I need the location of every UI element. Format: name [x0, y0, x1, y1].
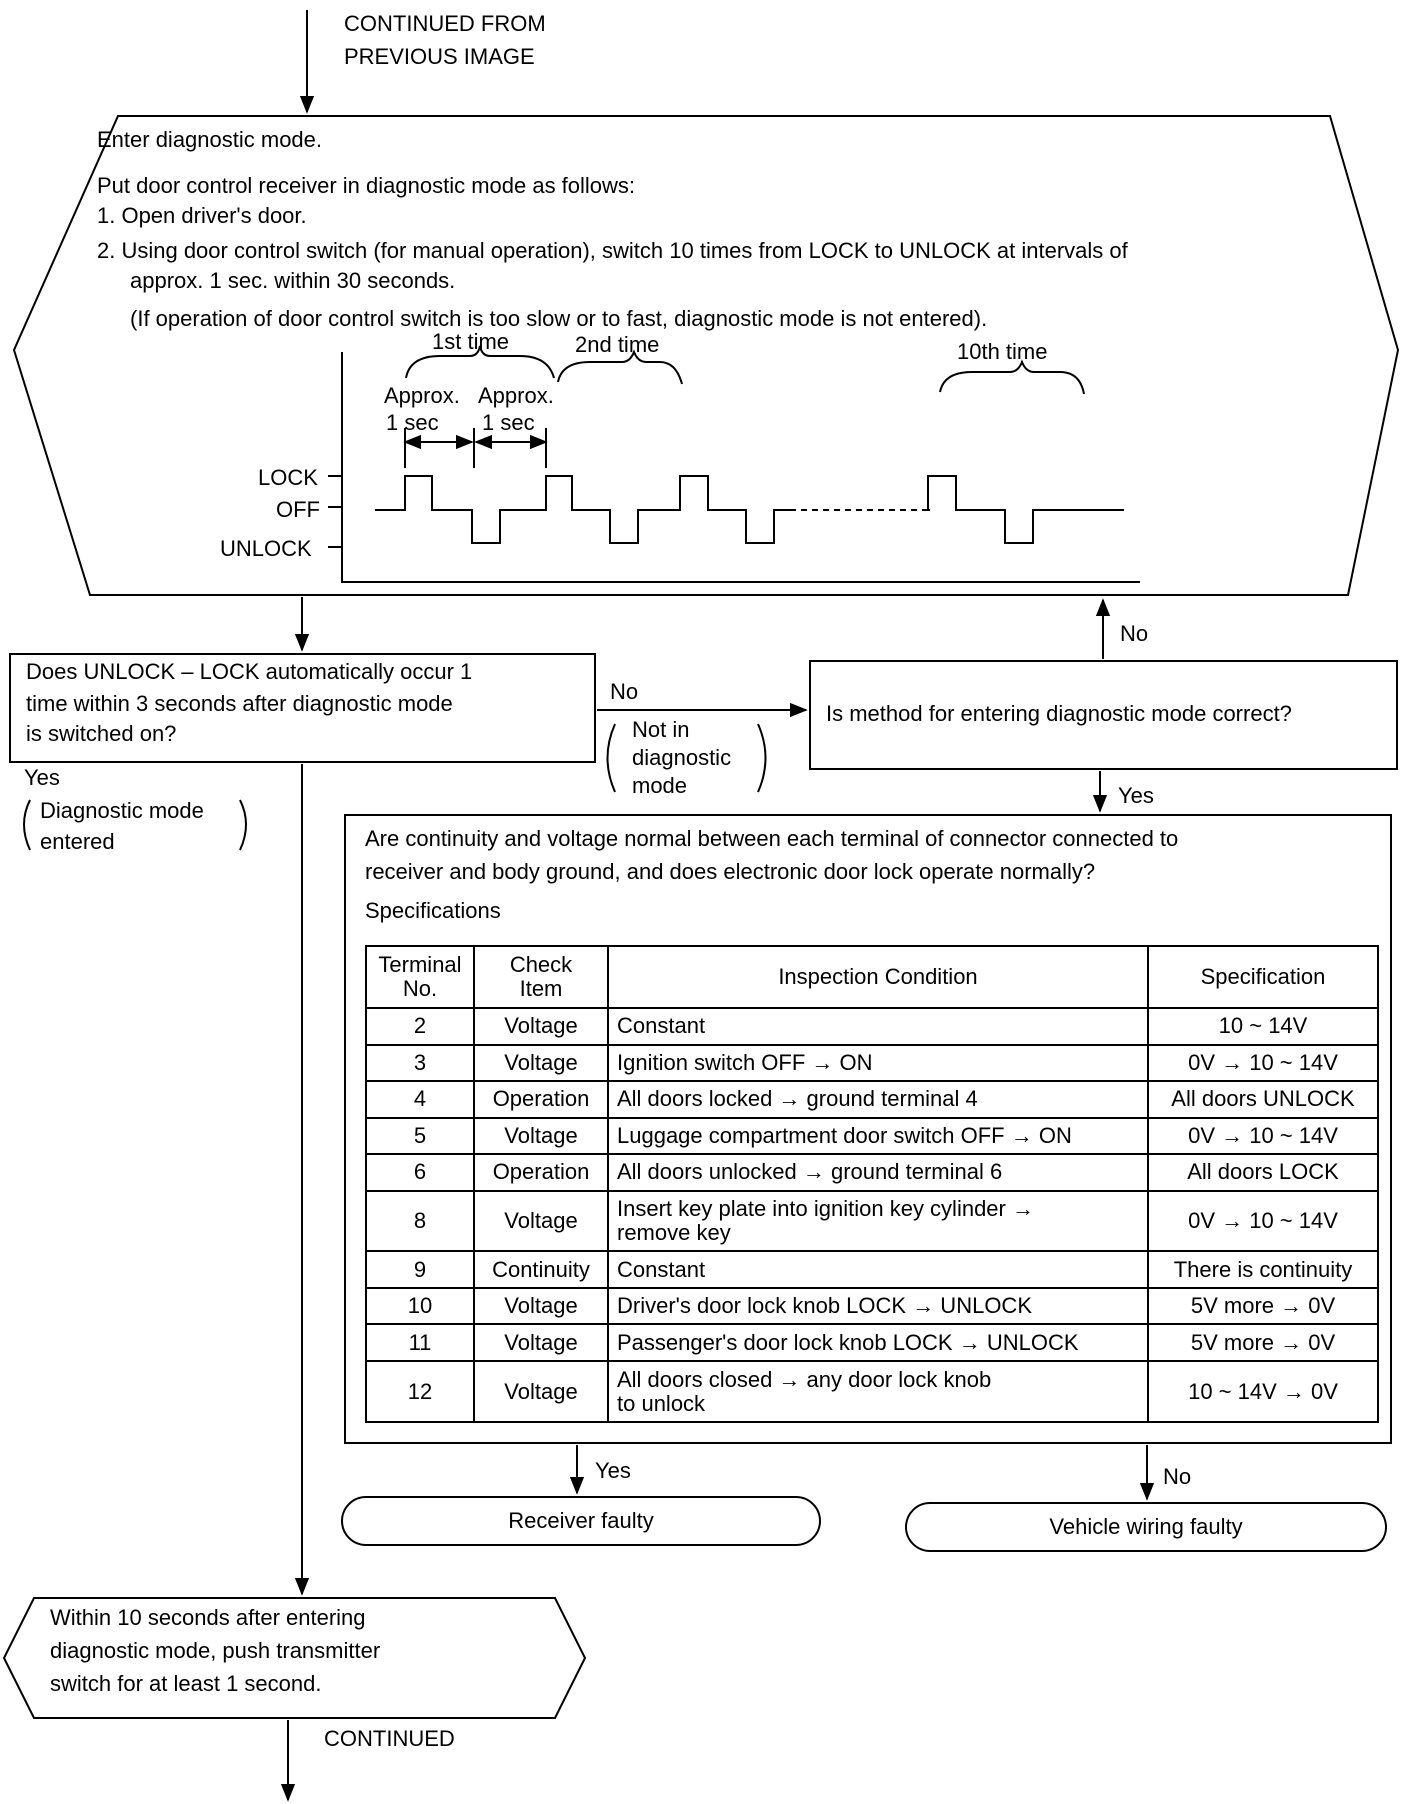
question2-text: Is method for entering diagnostic mode correct? — [826, 701, 1292, 726]
not-in-mode-line3: mode — [632, 773, 688, 798]
question3-line2: receiver and body ground, and does electronic door lock operate normally? — [365, 859, 1096, 884]
header-condition: Inspection Condition — [608, 946, 1148, 1008]
table-row — [366, 1251, 1378, 1288]
condition-line: Constant — [617, 1256, 706, 1282]
check-item-cell: Voltage — [474, 1191, 608, 1252]
step1-intro: Put door control receiver in diagnostic mode as follows: — [97, 173, 636, 198]
header-terminal-line2: No. — [402, 976, 438, 1001]
step1-item2-line2: approx. 1 sec. within 30 seconds. — [130, 268, 456, 293]
label-level-unlock: UNLOCK — [220, 536, 312, 561]
condition-line: Luggage compartment door switch OFF → ON — [617, 1122, 1072, 1148]
continued-from-line2: PREVIOUS IMAGE — [344, 44, 535, 69]
header-check-line1: Check — [509, 952, 573, 977]
condition-line: All doors unlocked → ground terminal 6 — [617, 1159, 1003, 1185]
paren-diag-entered-right — [240, 800, 246, 850]
condition-line: Constant — [617, 1013, 706, 1039]
diagnostic-entered-line2: entered — [40, 829, 115, 854]
label-1sec-1: 1 sec — [386, 410, 439, 435]
condition-cell — [608, 1324, 1148, 1361]
question1-line3: is switched on? — [26, 721, 177, 746]
waveform-signal-end — [928, 476, 1124, 543]
check-item-cell: Voltage — [474, 1045, 608, 1082]
terminal-cell: 8 — [366, 1191, 474, 1252]
table-row — [366, 1045, 1378, 1082]
condition-line: remove key — [617, 1220, 731, 1246]
waveform-frame — [342, 352, 1140, 582]
paren-not-in-mode-left — [608, 724, 616, 792]
condition-cell — [608, 1008, 1148, 1045]
terminal-cell: 12 — [366, 1361, 474, 1422]
specifications-table — [365, 945, 1379, 1423]
terminal-cell: 4 — [366, 1081, 474, 1118]
question3-line1: Are continuity and voltage normal between each terminal of connector connected to — [365, 826, 1179, 851]
specification-cell: All doors LOCK — [1148, 1154, 1378, 1191]
terminal-cell: 3 — [366, 1045, 474, 1082]
check-item-cell: Voltage — [474, 1288, 608, 1325]
check-item-cell: Voltage — [474, 1008, 608, 1045]
specification-cell: There is continuity — [1148, 1251, 1378, 1288]
not-in-mode-line1: Not in — [632, 717, 690, 742]
specification-cell: 0V → 10 ~ 14V — [1148, 1118, 1378, 1155]
header-terminal-line1: Terminal — [378, 952, 462, 977]
header-check-line2: Item — [519, 976, 563, 1001]
specification-cell: 0V → 10 ~ 14V — [1148, 1045, 1378, 1082]
check-item-cell: Operation — [474, 1081, 608, 1118]
step1-title: Enter diagnostic mode. — [97, 127, 323, 152]
final-step-line2: diagnostic mode, push transmitter — [50, 1638, 381, 1663]
condition-line: Passenger's door lock knob LOCK → UNLOCK — [617, 1329, 1079, 1355]
table-row — [366, 1081, 1378, 1118]
specification-cell: 5V more → 0V — [1148, 1324, 1378, 1361]
label-approx-2: Approx. — [478, 383, 554, 408]
table-row — [366, 1361, 1378, 1422]
paren-diag-entered-left — [24, 800, 30, 850]
vehicle-wiring-faulty-text: Vehicle wiring faulty — [1049, 1514, 1243, 1539]
condition-line: All doors closed → any door lock knob — [617, 1366, 992, 1392]
terminal-cell: 10 — [366, 1288, 474, 1325]
check-item-cell: Voltage — [474, 1118, 608, 1155]
condition-cell — [608, 1118, 1148, 1155]
condition-cell — [608, 1154, 1148, 1191]
condition-cell — [608, 1251, 1148, 1288]
table-body — [366, 1008, 1378, 1422]
final-step-line3: switch for at least 1 second. — [50, 1671, 322, 1696]
not-in-mode-line2: diagnostic — [632, 745, 732, 770]
waveform-signal — [375, 476, 790, 543]
question1-line2: time within 3 seconds after diagnostic mode — [26, 691, 453, 716]
question3-yes-label: Yes — [595, 1458, 631, 1483]
brace-10th-time — [940, 362, 1084, 394]
specification-cell: 0V → 10 ~ 14V — [1148, 1191, 1378, 1252]
condition-line: All doors locked → ground terminal 4 — [617, 1086, 978, 1112]
condition-line: Ignition switch OFF → ON — [617, 1049, 873, 1075]
header-specification: Specification — [1148, 946, 1378, 1008]
header-terminal — [366, 946, 474, 1008]
specifications-title: Specifications — [365, 898, 501, 923]
condition-cell — [608, 1361, 1148, 1422]
check-item-cell: Continuity — [474, 1251, 608, 1288]
question1-yes-label: Yes — [24, 765, 60, 790]
condition-cell — [608, 1081, 1148, 1118]
question2-yes-label: Yes — [1118, 783, 1154, 808]
step1-item2-line1: 2. Using door control switch (for manual operation), switch 10 times from LOCK to UNLOCK at intervals of — [97, 238, 1128, 263]
step1-item1: 1. Open driver's door. — [97, 203, 307, 228]
check-item-cell: Voltage — [474, 1324, 608, 1361]
question1-no-label: No — [610, 679, 639, 704]
check-item-cell: Operation — [474, 1154, 608, 1191]
label-2nd-time: 2nd time — [575, 332, 660, 357]
table-row — [366, 1154, 1378, 1191]
specification-cell: 10 ~ 14V — [1148, 1008, 1378, 1045]
question1-line1: Does UNLOCK – LOCK automatically occur 1 — [26, 659, 473, 684]
specification-cell: 5V more → 0V — [1148, 1288, 1378, 1325]
table-header-row — [366, 946, 1378, 1008]
condition-line: Driver's door lock knob LOCK → UNLOCK — [617, 1293, 1032, 1319]
terminal-cell: 5 — [366, 1118, 474, 1155]
step1-note: (If operation of door control switch is too slow or to fast, diagnostic mode is not entered). — [130, 306, 988, 331]
table-row — [366, 1324, 1378, 1361]
continued-bottom: CONTINUED — [324, 1726, 455, 1751]
table-row — [366, 1288, 1378, 1325]
paren-not-in-mode-right — [758, 724, 766, 792]
diagnostic-entered-line1: Diagnostic mode — [40, 798, 204, 823]
terminal-cell: 6 — [366, 1154, 474, 1191]
condition-cell — [608, 1045, 1148, 1082]
condition-line: Insert key plate into ignition key cylinder → — [617, 1196, 1034, 1222]
specification-cell: 10 ~ 14V → 0V — [1148, 1361, 1378, 1422]
final-step-line1: Within 10 seconds after entering — [50, 1605, 366, 1630]
terminal-cell: 11 — [366, 1324, 474, 1361]
condition-cell — [608, 1191, 1148, 1252]
receiver-faulty-text: Receiver faulty — [508, 1508, 654, 1533]
question3-no-label: No — [1163, 1464, 1192, 1489]
label-10th-time: 10th time — [957, 339, 1048, 364]
label-1st-time: 1st time — [432, 329, 510, 354]
label-level-lock: LOCK — [258, 465, 318, 490]
question2-no-label: No — [1120, 621, 1149, 646]
label-approx-1: Approx. — [384, 383, 460, 408]
table-row — [366, 1008, 1378, 1045]
terminal-cell: 2 — [366, 1008, 474, 1045]
table-row — [366, 1118, 1378, 1155]
continued-from-line1: CONTINUED FROM — [344, 11, 546, 36]
label-level-off: OFF — [276, 497, 320, 522]
condition-cell — [608, 1288, 1148, 1325]
label-1sec-2: 1 sec — [482, 410, 535, 435]
header-check — [474, 946, 608, 1008]
specification-cell: All doors UNLOCK — [1148, 1081, 1378, 1118]
table-row — [366, 1191, 1378, 1252]
condition-line: to unlock — [617, 1390, 706, 1416]
terminal-cell: 9 — [366, 1251, 474, 1288]
check-item-cell: Voltage — [474, 1361, 608, 1422]
